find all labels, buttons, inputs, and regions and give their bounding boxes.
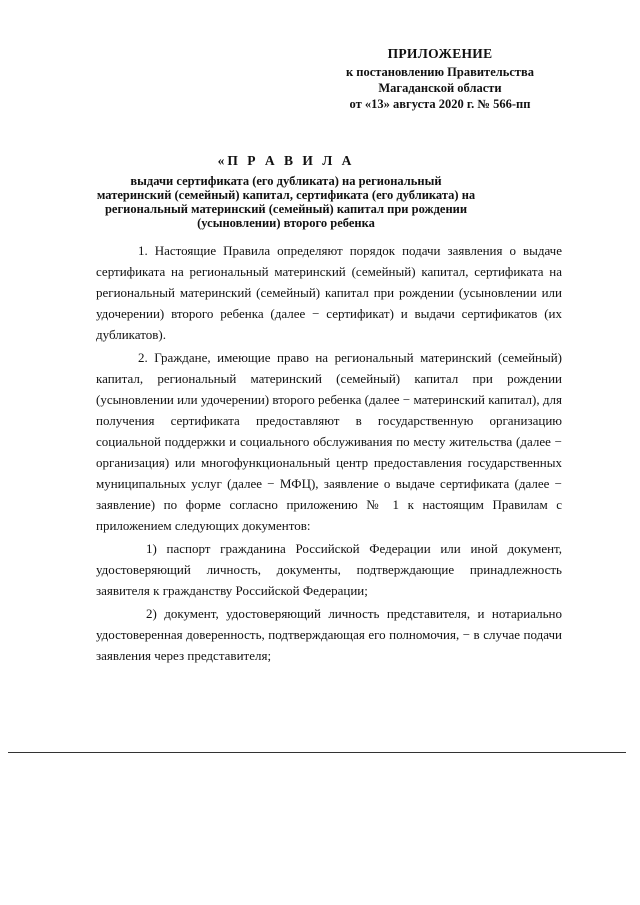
paragraph-2: 2. Граждане, имеющие право на региональный материнский (семейный) капитал, региональный материнский (семейный) капитал при рождении (усыновлении или удочерении) второго ребенка (далее − материнский капитал), для получения сертификата предоставляют в государственную организацию социальной поддержки и социального обслуживания по месту жительства (далее − организация) или многофункциональный центр предоставления государственных муниципальных услуг (далее − МФЦ), заявление о выдаче сертификата (далее − заявление) по форме согласно приложению № 1 к настоящим Правилам с приложением следующих документов: [96, 350, 562, 533]
rules-heading: «П Р А В И Л А [217, 153, 355, 168]
page-bottom-divider [8, 752, 626, 753]
paragraph-1: 1. Настоящие Правила определяют порядок подачи заявления о выдаче сертификата на региональный материнский (семейный) капитал, сертификата на региональный материнский (семейный) капитал при рождении (усыновлении или удочерении) второго ребенка (далее − сертификат) и выдачи сертификатов (их дубликатов). [96, 243, 562, 342]
appendix-title: ПРИЛОЖЕНИЕ [387, 46, 493, 61]
appendix-header [320, 46, 560, 112]
appendix-line-region: Магаданской области [378, 81, 502, 95]
appendix-line-date: от «13» августа 2020 г. № 566-пп [349, 97, 531, 111]
rules-title-block [96, 154, 476, 230]
list-item-1: 1) паспорт гражданина Российской Федерации или иной документ, удостоверяющий личность, документы, подтверждающие принадлежность заявителя к гражданству Российской Федерации; [96, 541, 562, 598]
document-body [96, 240, 562, 668]
rules-subtitle: выдачи сертификата (его дубликата) на региональный материнский (семейный) капитал, сертификата (его дубликата) на региональный материнский (семейный) капитал при рождении (усыновлении) второго ребенка [96, 174, 476, 230]
list-item-2: 2) документ, удостоверяющий личность представителя, и нотариально удостоверенная доверенность, подтверждающая его полномочия, − в случае подачи заявления через представителя; [96, 606, 562, 663]
appendix-line-resolution: к постановлению Правительства [345, 65, 535, 79]
